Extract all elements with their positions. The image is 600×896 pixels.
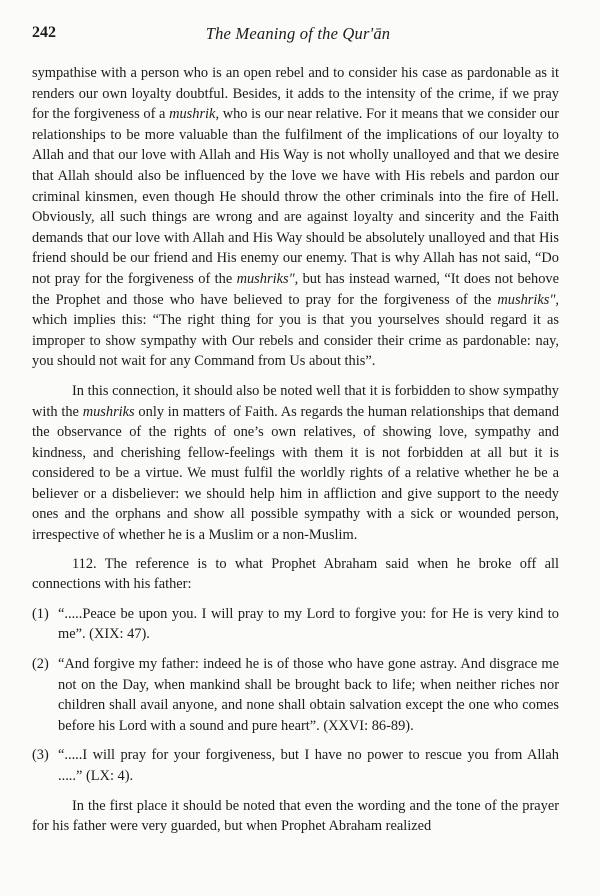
text-run: In this connection, it should also be noted well that it is forbidden to show sympathy with the [32, 382, 559, 420]
body-text [32, 63, 559, 837]
text-run: which implies this: “The right thing for you is that you yourselves should regard it as improper to show sympathy with Our rebels and consider their crime as pardonable: nay, you should not wait for any Command from Us about this”. [32, 312, 559, 370]
quote-text: “.....Peace be upon you. I will pray to my Lord to forgive you: for He is very kind to me”. (XIX: 47). [58, 605, 559, 643]
italic-term: mushrik, [169, 106, 220, 123]
quote-item-3 [32, 745, 559, 786]
paragraph-1 [32, 63, 559, 372]
quote-item-1 [32, 604, 559, 645]
page-number: 242 [32, 24, 56, 41]
running-title: The Meaning of the Qur'ān [205, 24, 391, 43]
text-run: but has instead warned, “It does not behove the Prophet and those who have believed to pray for the forgiveness of the [32, 270, 559, 308]
paragraph-4: In the first place it should be noted that even the wording and the tone of the prayer for his father were very guarded, but when Prophet Abraham realized [32, 797, 559, 835]
paragraph-2 [32, 381, 559, 546]
list-number: (3) [32, 747, 49, 764]
list-number: (1) [32, 605, 49, 622]
text-run: sympathise with a person who is an open rebel and to consider his case as pardonable as it renders our own loyalty doubtful. Besides, it adds to the intensity of the crime, if we pray for the forgiveness of a [32, 65, 559, 123]
text-run: who is our near relative. For it means that we consider our relationships to be more valuable than the fulfilment of the implications of our loyalty to Allah and that our love with Allah and His Way is not wholly unalloyed and that we desire that Allah should also be influenced by the love we have with His rebels and pardon our criminal kinsmen, even though He should throw the other criminals into the fire of Hell. Obviously, all such things are wrong and are against loyalty and sincerity and the Faith demands that our love with Allah and His Way should be absolutely unalloyed and that His friend should be our friend and His enemy our enemy. That is why Allah has not said, “Do not pray for the forgiveness of the [32, 106, 559, 287]
quote-item-2 [32, 654, 559, 736]
footnote-112: 112. The reference is to what Prophet Abraham said when he broke off all connections with his father: [32, 555, 559, 593]
quote-text: “And forgive my father: indeed he is of those who have gone astray. And disgrace me not on the Day, when mankind shall be brought back to life; when neither riches nor children shall avail anyone, and none shall obtain salvation except the one who comes before his Lord with a sound and pure heart”. (XXVI: 86-89). [58, 656, 559, 734]
italic-term: mushriks", [497, 291, 559, 308]
page-header [32, 24, 564, 44]
quote-text: “.....I will pray for your forgiveness, but I have no power to rescue you from Allah .....” (LX: 4). [58, 747, 559, 784]
text-run: only in matters of Faith. As regards the human relationships that demand the observance of the rights of one’s own relatives, of showing love, sympathy and kindness, and cherishing fellow-feelings with them it is not forbidden at all but it is considered to be a virtue. We must fulfil the worldly rights of a relative whether he be a believer or a disbeliever: we should help him in affliction and give support to the needy ones and the orphans and show all possible sympathy with a sick or wounded person, irrespective of whether he is a Muslim or a non-Muslim. [32, 403, 559, 544]
list-number: (2) [32, 656, 49, 673]
italic-term: mushriks", [236, 270, 299, 287]
italic-term: mushriks [82, 403, 135, 420]
